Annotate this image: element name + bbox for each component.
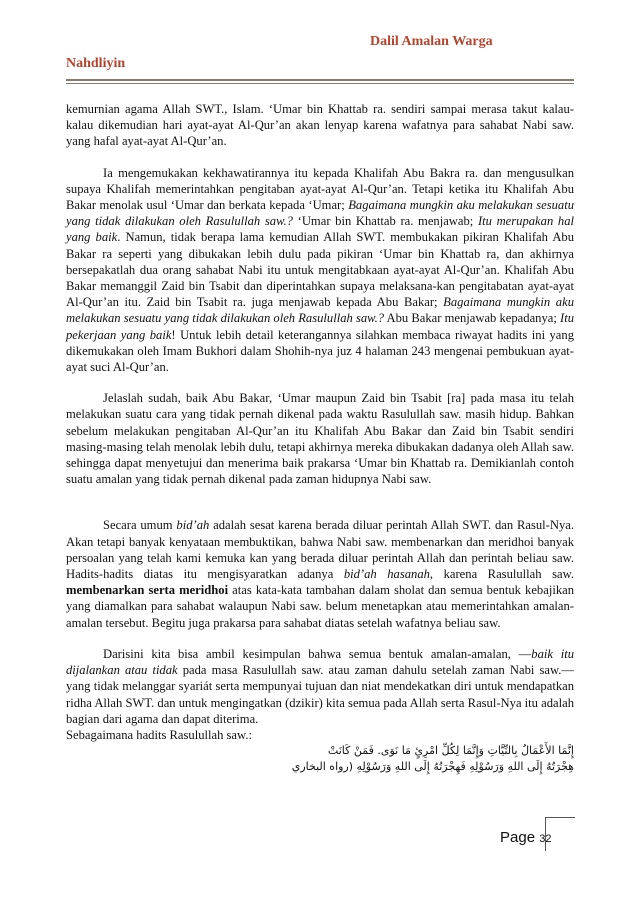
page-number-value: 32 — [539, 833, 552, 845]
page-number — [500, 829, 551, 846]
paragraph-2-quote-3: Bagaimana mungkin aku melakukan sesuatu yang tidak dilakukan oleh Rasulullah saw.? — [66, 295, 574, 326]
paragraph-4-text-g: atas kata-kata tambahan dalam sholat dan semua bentuk kebajikan yang diamalkan para sahabat walaupun Nabi saw. belum menetapkan atau memerintahkan amalan-amalan tersebut. Begitu juga prakarsa para sahabat diatas setelah wafatnya beliau saw. — [66, 583, 574, 630]
header-subtitle: Nahdliyin — [66, 56, 126, 71]
paragraph-2-text-i: ! Untuk lebih detail keterangannya silahkan membaca riwayat hadits ini yang dikemukakan oleh Imam Bukhori dalam Shohih-nya juz 4 halaman 243 mengenai pembukuan ayat-ayat suci Al-Qur’an. — [66, 327, 574, 375]
paragraph-3-text: Jelaslah sudah, baik Abu Bakar, ‘Umar maupun Zaid bin Tsabit [ra] pada masa itu telah melakukan suatu cara yang tidak pernah dikenal pada waktu Rasulullah saw. masih hidup. Bahkan sebelum melakukan pengitaban Al-Qur’an itu Khalifah Abu Bakar dan Zaid bin Tsabit sendiri masing-masing telah menolak lebih dulu, tetapi akhirnya mereka dibukakan dadanya oleh Allah saw. sehingga dapat menyetujui dan menerima baik prakarsa ‘Umar bin Khattab ra. Demikianlah contoh suatu amalan yang tidak pernah dikenal pada zaman hidupnya Nabi saw. — [66, 391, 574, 487]
paragraph-1 — [66, 101, 574, 150]
paragraph-4-term-bidah-hasanah: bid’ah hasanah, — [343, 567, 434, 582]
paragraph-1-text: kemurnian agama Allah SWT., Islam. ‘Umar bin Khattab ra. sendiri sampai merasa takut kalau-kalau dikemudian hari ayat-ayat Al-Qur’an akan lenyap karena wafatnya para sahabat Nabi saw. yang hafal ayat-ayat Al-Qur’an. — [66, 102, 574, 149]
paragraph-5-emphasis: baik itu dijalankan atau tidak — [66, 646, 574, 678]
paragraph-5-text-c: pada masa Rasulullah saw. atau zaman dahulu setelah zaman Nabi saw.― yang tidak melanggar syariát serta mempunyai tujuan dan niat mendekatkan diri untuk mendapatkan ridha Allah SWT. dan untuk mengingatkan (dzikir) kita semua pada Allah serta Rasul-Nya itu adalah bagian dari agama dan dapat diterima. — [66, 663, 574, 726]
paragraph-2 — [66, 165, 574, 376]
page-label: Page — [500, 829, 536, 846]
paragraph-4-text-c: adalah sesat karena berada diluar perintah Allah SWT. dan Rasul-Nya. Akan tetapi banyak kenyataan membuktikan, bahwa Nabi saw. membenarkan dan meridhoi banyak persoalan yang telah kami kemuka kan yang berada diluar perintah Allah dan perintah beliau saw. Hadits-hadits diatas itu mengisyaratkan adanya — [66, 518, 574, 582]
paragraph-4 — [66, 517, 574, 630]
paragraph-3 — [66, 390, 574, 487]
paragraph-2-text-a: Ia mengemukakan kekhawatirannya itu kepada Khalifah Abu Bakra ra. dan mengusulkan supaya Khalifah memerintahkan pengitaban ayat-ayat Al-Qur’an. Tetapi ketika itu Khalifah Abu Bakar menolak usul ‘Umar dan berkata kepada ‘Umar; — [66, 165, 574, 213]
paragraph-2-text-c: ‘Umar bin Khattab ra. menjawab; — [292, 214, 474, 229]
hadith-line-1: إِنَّمَا الأَعْمَالُ بِالنِّيَّاتِ وَإِنَّمَا لِكُلِّ امْرِئٍ مَا نَوَى. فَمَنْ كَانَتْ — [327, 744, 574, 758]
footer-horizontal-rule — [545, 817, 575, 818]
paragraph-6 — [66, 727, 574, 743]
paragraph-2-quote-4: Itu pekerjaan yang baik — [66, 311, 574, 342]
header-divider-thin — [66, 83, 574, 84]
paragraph-4-text-a: Secara umum — [103, 518, 177, 533]
paragraph-2-quote-1: Bagaimana mungkin aku melakukan sesuatu yang tidak dilakukan oleh Rasulullah saw.? — [66, 198, 574, 229]
paragraph-6-text: Sebagaimana hadits Rasulullah saw.: — [66, 727, 252, 742]
paragraph-5 — [66, 646, 574, 727]
paragraph-2-text-e: . Namun, tidak berapa lama kemudian Allah SWT. membukakan pikiran Khalifah Abu Bakar ra seperti yang dibukakan lebih dulu pada pikiran ‘Umar bin Khattab ra, dan akhirnya bersepakatlah dua orang sahabat Nabi itu untuk mengitabkaan ayat-ayat Al-Qur’an. Khalifah Abu Bakar memanggil Zaid bin Tsabit dan diperintahkan supaya melaksana-kan pengitabatan ayat-ayat Al-Qur’an itu. Zaid bin Tsabit ra. juga menjawab kepada Abu Bakar; — [66, 230, 575, 310]
paragraph-4-term-bidah: bid’ah — [176, 518, 210, 533]
paragraph-5-text-a: Darisini kita bisa ambil kesimpulan bahwa semua bentuk amalan-amalan, ― — [103, 646, 532, 661]
paragraph-2-text-g: Abu Bakar menjawab kepadanya; — [384, 311, 557, 326]
paragraph-4-text-e: karena Rasulullah saw. — [433, 567, 574, 582]
paragraph-2-quote-2: Itu merupakan hal yang baik — [66, 214, 574, 245]
hadith-line-2: هِجْرَتُهُ إِلَى اللهِ وَرَسُوْلِهِ فَهِجْرَتُهُ إِلَى اللهِ وَرَسُوْلِهِ (رواه البخاري — [291, 760, 574, 774]
paragraph-4-emphasis: membenarkan serta meridhoi — [66, 583, 229, 598]
header-divider-thick — [66, 79, 574, 81]
body-text — [66, 101, 574, 775]
header-title: Dalil Amalan Warga — [370, 34, 493, 49]
